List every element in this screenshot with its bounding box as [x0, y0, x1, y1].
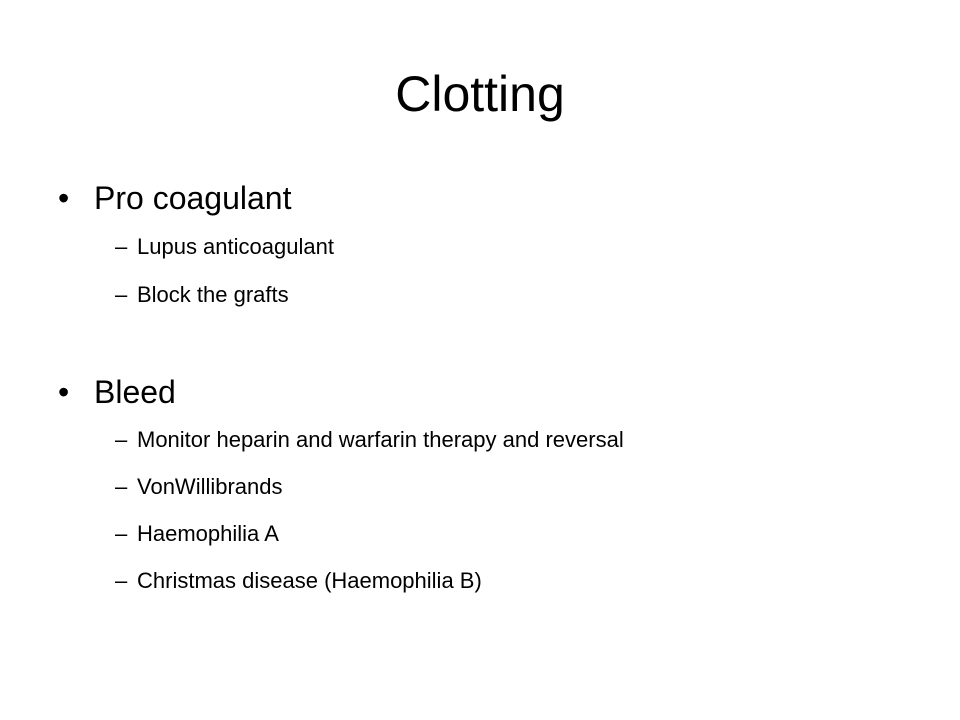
sub-bullet-text: Block the grafts — [137, 282, 289, 307]
sub-bullet-item — [115, 520, 279, 548]
dash-icon: – — [115, 234, 128, 259]
bullet-text: Pro coagulant — [94, 180, 292, 216]
bullet-item — [58, 178, 291, 218]
sub-bullet-item — [115, 473, 283, 501]
sub-bullet-item — [115, 233, 334, 261]
dash-icon: – — [115, 427, 128, 452]
dash-icon: – — [115, 521, 128, 546]
sub-bullet-text: Lupus anticoagulant — [137, 234, 334, 259]
sub-bullet-item — [115, 567, 482, 595]
sub-bullet-item — [115, 426, 624, 454]
sub-bullet-text: VonWillibrands — [137, 474, 283, 499]
sub-bullet-text: Haemophilia A — [137, 521, 279, 546]
bullet-dot-icon: • — [58, 374, 70, 410]
slide-title: Clotting — [395, 66, 565, 122]
dash-icon: – — [115, 282, 128, 307]
sub-bullet-text: Christmas disease (Haemophilia B) — [137, 568, 482, 593]
bullet-text: Bleed — [94, 374, 176, 410]
dash-icon: – — [115, 474, 128, 499]
bullet-dot-icon: • — [58, 180, 70, 216]
dash-icon: – — [115, 568, 128, 593]
bullet-item — [58, 372, 176, 412]
sub-bullet-text: Monitor heparin and warfarin therapy and reversal — [137, 427, 624, 452]
sub-bullet-item — [115, 281, 289, 309]
